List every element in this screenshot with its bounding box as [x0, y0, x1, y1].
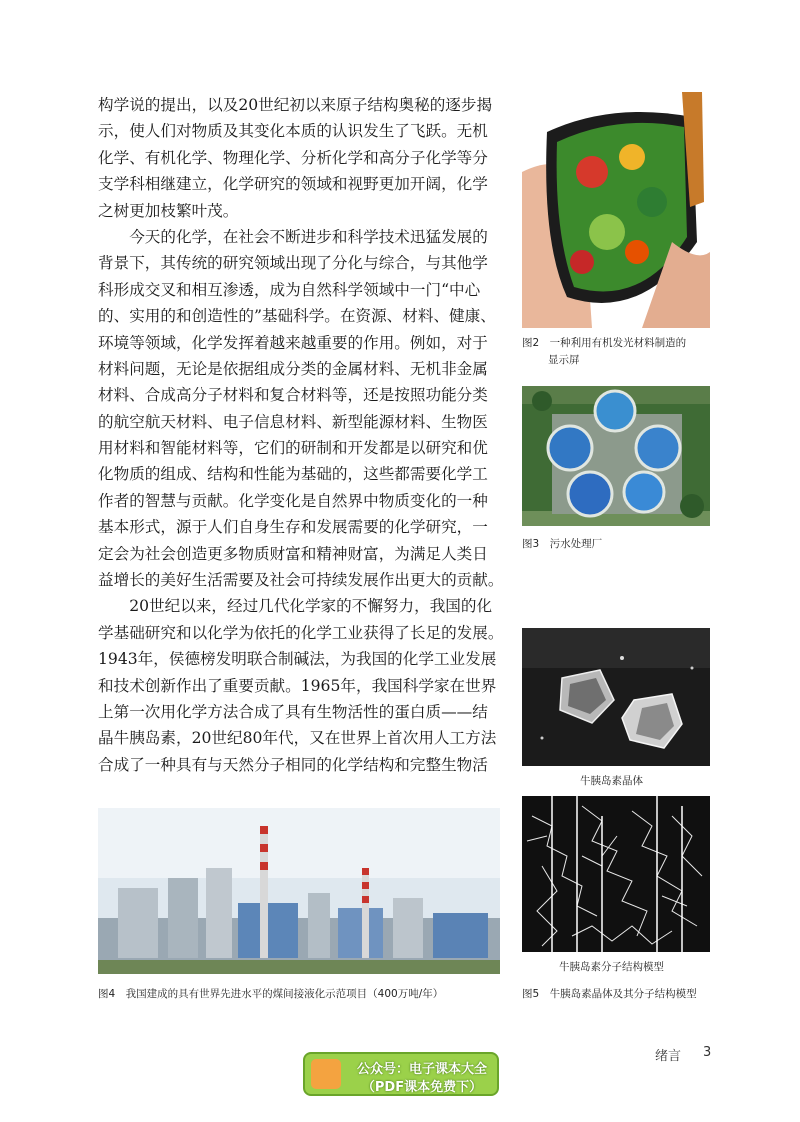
- text-line: 材料、合成高分子材料和复合材料等，还是按照功能分类: [98, 386, 488, 405]
- caption-fig2-line2: 显示屏: [548, 354, 580, 366]
- insulin-model-photo: [522, 796, 710, 952]
- caption-fig3: 图3 污水处理厂: [522, 538, 603, 550]
- insulin-crystal-photo: [522, 628, 710, 766]
- page-number: 3: [703, 1045, 712, 1060]
- text-line: 的、实用的和创造性的”基础科学。在资源、材料、健康、: [98, 307, 496, 326]
- banner-line1: 公众号：电子课本大全: [356, 1062, 487, 1077]
- text-line: 材料问题，无论是依据组成分类的金属材料、无机非金属: [98, 359, 488, 378]
- text-line: 支学科相继建立，化学研究的领域和视野更加开阔，化学: [98, 175, 488, 194]
- caption-fig5-model: 牛胰岛素分子结构模型: [559, 961, 664, 973]
- caption-fig2-line1: 图2 一种利用有机发光材料制造的: [522, 337, 687, 349]
- sewage-plant-photo: [522, 386, 710, 526]
- text-line: 益增长的美好生活需要及社会可持续发展作出更大的贡献。: [98, 571, 504, 590]
- text-line: 定会为社会创造更多物质财富和精神财富，为满足人类日: [98, 544, 488, 563]
- text-line: 晶牛胰岛素，20世纪80年代，又在世界上首次用人工方法: [98, 729, 497, 748]
- banner-line2: （PDF课本免费下）: [361, 1080, 483, 1095]
- text-line: 学基础研究和以化学为依托的化学工业获得了长足的发展。: [98, 623, 504, 642]
- figure-sewage-plant: [522, 386, 710, 526]
- body-text: [98, 92, 504, 778]
- text-line: 和技术创新作出了重要贡献。1965年，我国科学家在世界: [98, 676, 497, 695]
- caption-fig5: 图5 牛胰岛素晶体及其分子结构模型: [522, 988, 697, 1000]
- text-line: 的航空航天材料、电子信息材料、新型能源材料、生物医: [98, 412, 488, 431]
- caption-fig4: 图4 我国建成的具有世界先进水平的煤间接液化示范项目（400万吨/年）: [98, 988, 444, 1000]
- caption-fig5-crystal: 牛胰岛素晶体: [580, 775, 643, 787]
- text-line: 合成了一种具有与天然分子相同的化学结构和完整生物活: [98, 755, 488, 774]
- text-line: 上第一次用化学方法合成了具有生物活性的蛋白质——结: [98, 702, 488, 721]
- figure-insulin-model: [522, 796, 710, 952]
- text-line: 科形成交叉和相互渗透，成为自然科学领域中一门“中心: [98, 280, 481, 299]
- text-line: 1943年，侯德榜发明联合制碱法，为我国的化学工业发展: [98, 650, 497, 669]
- figure-oled-display: [522, 92, 710, 328]
- figure-insulin-crystal: [522, 628, 710, 766]
- text-line: 构学说的提出，以及20世纪初以来原子结构奥秘的逐步揭: [98, 96, 493, 114]
- text-line: 化物质的组成、结构和性能为基础的，这些都需要化学工: [98, 465, 488, 484]
- coal-liquefaction-photo: [98, 808, 500, 974]
- text-line: 背景下，其传统的研究领域出现了分化与综合，与其他学: [98, 254, 488, 273]
- text-line: 之树更加枝繁叶茂。: [98, 201, 239, 220]
- text-line: 环境等领域，化学发挥着越来越重要的作用。例如，对于: [98, 333, 488, 352]
- running-footer-section: 绪言: [655, 1049, 682, 1064]
- watermark-banner: [303, 1052, 499, 1096]
- text-line: 示，使人们对物质及其变化本质的认识发生了飞跃。无机: [98, 122, 488, 141]
- text-line: 作者的智慧与贡献。化学变化是自然界中物质变化的一种: [98, 491, 488, 510]
- oled-display-photo: [522, 92, 710, 328]
- figure-coal-liquefaction-plant: [98, 808, 500, 974]
- text-line: 今天的化学，在社会不断进步和科学技术迅猛发展的: [98, 227, 488, 246]
- text-line: 基本形式，源于人们自身生存和发展需要的化学研究，一: [98, 518, 488, 537]
- book-icon: [311, 1059, 341, 1089]
- text-line: 化学、有机化学、物理化学、分析化学和高分子化学等分: [98, 148, 488, 167]
- text-line: 20世纪以来，经过几代化学家的不懈努力，我国的化: [98, 597, 493, 616]
- text-line: 用材料和智能材料等，它们的研制和开发都是以研究和优: [98, 439, 488, 458]
